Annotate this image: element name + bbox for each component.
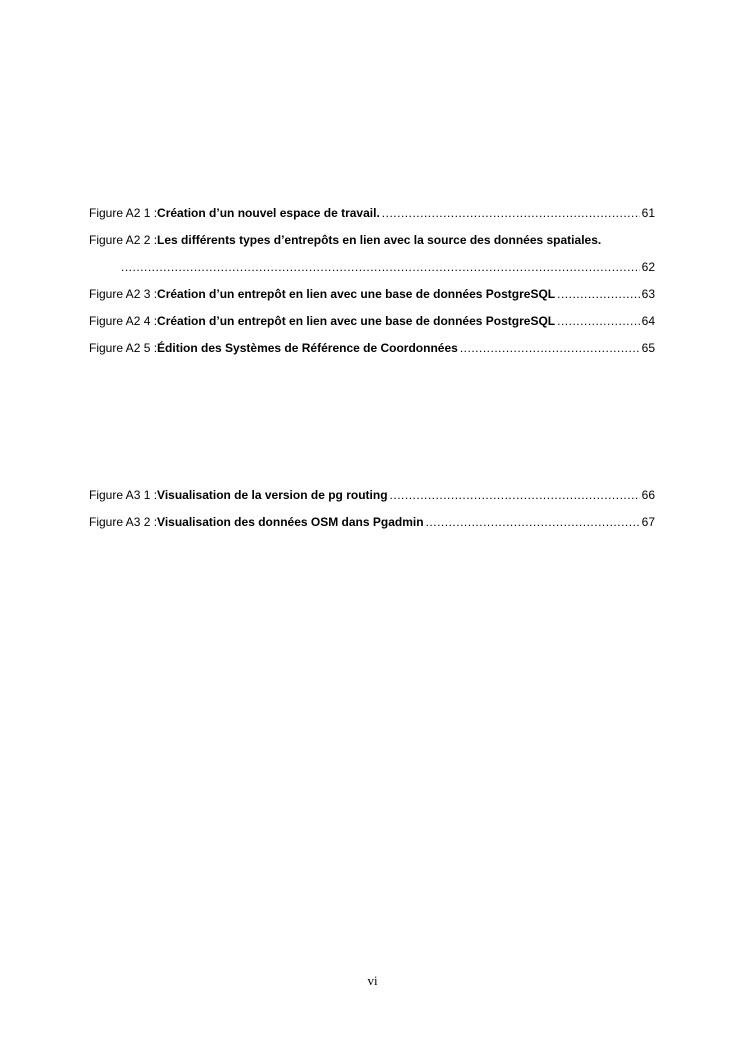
entry-prefix: Figure A3 2 :	[89, 515, 158, 529]
entry-prefix: Figure A2 5 :	[89, 341, 158, 355]
entry-page-number: 64	[641, 314, 655, 328]
entry-title: Création d’un entrepôt en lien avec une base de données PostgreSQL	[157, 314, 556, 328]
toc-entry[interactable]	[89, 335, 655, 362]
entry-prefix: Figure A3 1 :	[89, 488, 158, 502]
toc-entry[interactable]	[89, 482, 655, 509]
toc-entry[interactable]	[89, 281, 655, 308]
entry-title: Les différents types d’entrepôts en lien avec la source des données spatiales.	[157, 233, 602, 247]
entry-prefix: Figure A2 2 :	[89, 233, 158, 247]
toc-entry[interactable]	[89, 509, 655, 536]
entry-page-number: 66	[641, 488, 655, 502]
entry-title: Création d’un entrepôt en lien avec une base de données PostgreSQL	[157, 287, 556, 301]
toc-entry[interactable]	[89, 200, 655, 227]
entry-prefix: Figure A2 1 :	[89, 206, 158, 220]
entry-title: Visualisation des données OSM dans Pgadmin	[157, 515, 424, 529]
entry-title: Édition des Systèmes de Référence de Coordonnées	[157, 341, 458, 355]
figure-list-a3	[89, 482, 655, 536]
leader-dots	[390, 482, 640, 509]
entry-prefix: Figure A2 4 :	[89, 314, 158, 328]
entry-page-number: 62	[641, 260, 655, 274]
leader-dots	[382, 200, 640, 227]
entry-prefix: Figure A2 3 :	[89, 287, 158, 301]
entry-page-number: 63	[641, 287, 655, 301]
leader-dots	[426, 509, 640, 536]
toc-entry[interactable]	[89, 227, 655, 281]
entry-page-number: 65	[641, 341, 655, 355]
entry-page-number: 67	[641, 515, 655, 529]
entry-title: Création d’un nouvel espace de travail.	[157, 206, 380, 220]
entry-title: Visualisation de la version de pg routing	[157, 488, 388, 502]
leader-dots	[557, 281, 640, 308]
leader-dots	[557, 308, 640, 335]
leader-dots	[460, 335, 640, 362]
toc-entry[interactable]	[89, 308, 655, 335]
figure-list-a2	[89, 200, 655, 362]
leader-dots	[121, 254, 640, 281]
page-footer-number: vi	[367, 973, 378, 988]
entry-page-number: 61	[641, 206, 655, 220]
